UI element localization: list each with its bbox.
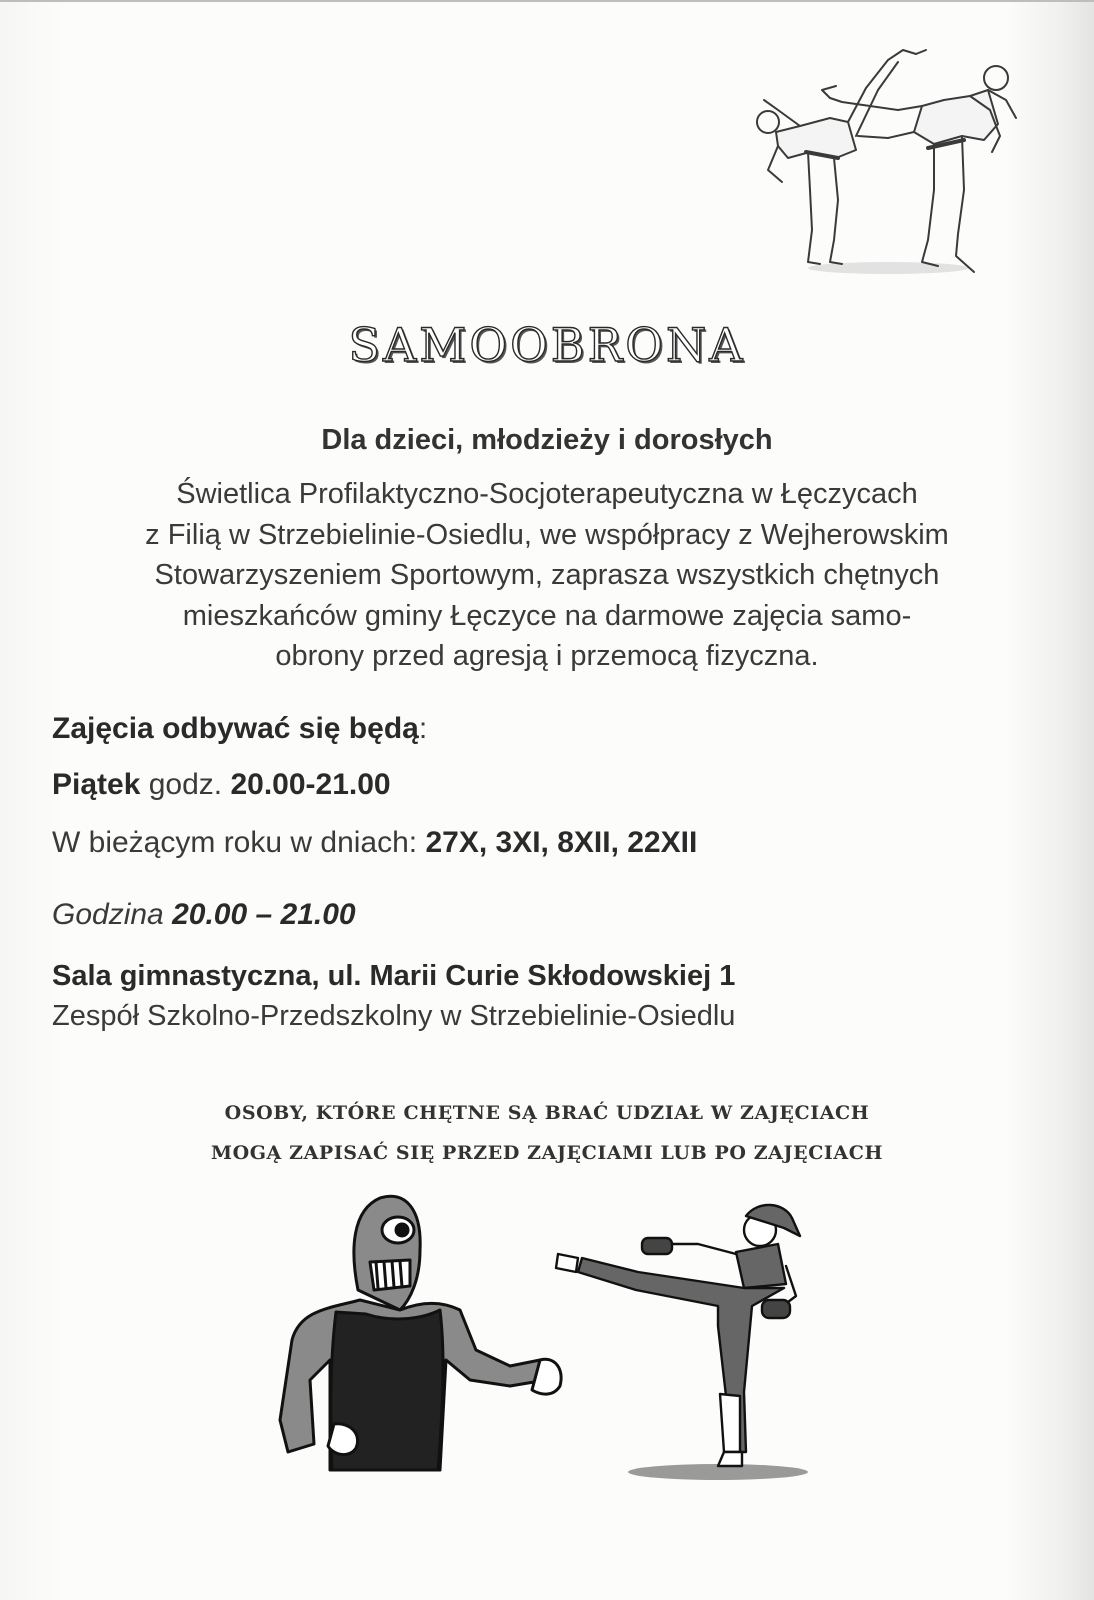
schedule-dates: 27X, 3XI, 8XII, 22XII	[425, 826, 698, 859]
schedule-dates-line	[52, 826, 697, 860]
schedule-godzina-label: Godzina	[52, 898, 173, 931]
intro-line: z Filią w Strzebielinie-Osiedlu, we współpracy z Wejherowskim	[145, 518, 949, 551]
kicking-woman-illustration	[548, 1196, 818, 1486]
intro-line: obrony przed agresją i przemocą fizyczna.	[275, 640, 819, 672]
schedule-hour-label: godz.	[140, 768, 231, 801]
intro-paragraph	[60, 474, 1034, 677]
notice-line-2: MOGĄ ZAPISAĆ SIĘ PRZED ZAJĘCIAMI LUB PO ZAJĘCIACH	[210, 1142, 884, 1164]
schedule-day-line	[52, 768, 391, 802]
schedule-hours: 20.00-21.00	[230, 768, 391, 801]
location-line-2: Zespół Szkolno-Przedszkolny w Strzebielinie-Osiedlu	[52, 1000, 736, 1032]
karate-fighters-illustration	[738, 40, 1028, 290]
schedule-dates-label: W bieżącym roku w dniach:	[52, 826, 426, 859]
top-edge-line	[0, 0, 1094, 2]
schedule-heading	[52, 712, 427, 746]
poster-subtitle: Dla dzieci, młodzieży i dorosłych	[321, 424, 773, 456]
schedule-day: Piątek	[52, 768, 141, 801]
notice-line-1: OSOBY, KTÓRE CHĘTNE SĄ BRAĆ UDZIAŁ W ZAJĘCIACH	[224, 1102, 870, 1124]
schedule-godzina-value: 20.00 – 21.00	[172, 898, 356, 931]
intro-line: Świetlica Profilaktyczno-Socjoterapeutyczna w Łęczycach	[176, 478, 918, 510]
intro-line: Stowarzyszeniem Sportowym, zaprasza wszystkich chętnych	[154, 559, 940, 591]
thug-illustration	[270, 1190, 570, 1480]
poster-title: SAMOOBRONA	[348, 318, 746, 372]
location-line-1	[52, 960, 735, 993]
schedule-godzina-line	[52, 898, 356, 932]
intro-line: mieszkańców gminy Łęczyce na darmowe zajęcia samo-	[182, 599, 912, 632]
location-hall: Sala gimnastyczna, ul. Marii Curie Skłodowskiej 1	[52, 960, 736, 992]
schedule-heading-text: Zajęcia odbywać się będą	[52, 712, 419, 745]
schedule-heading-colon: :	[418, 712, 428, 745]
